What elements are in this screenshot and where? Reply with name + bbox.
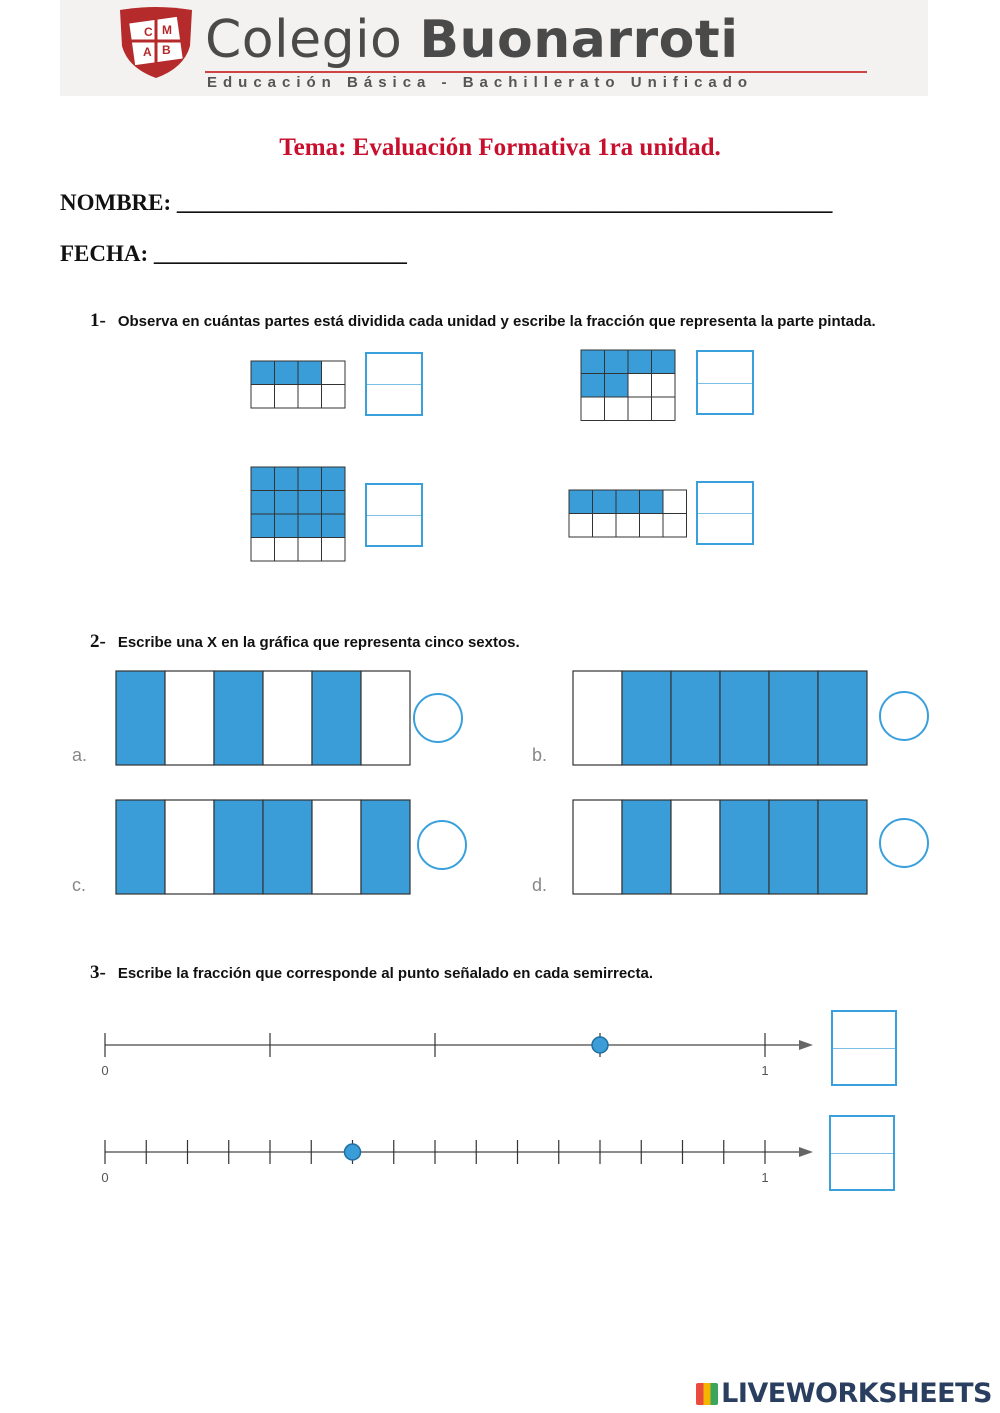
grid-cell bbox=[251, 385, 275, 409]
bar-segment bbox=[671, 800, 720, 894]
bar-segment bbox=[116, 671, 165, 765]
number-line-2 bbox=[95, 1127, 825, 1197]
grid-cell bbox=[298, 361, 322, 385]
option-d-circle[interactable] bbox=[879, 818, 929, 868]
page-title: Tema: Evaluación Formativa 1ra unidad. bbox=[279, 134, 721, 161]
option-c-bar bbox=[115, 799, 411, 900]
question-1 bbox=[90, 310, 876, 332]
option-b-circle[interactable] bbox=[879, 691, 929, 741]
bar-segment bbox=[361, 800, 410, 894]
grid-cell bbox=[275, 491, 299, 515]
header-rule bbox=[205, 71, 867, 73]
bar-segment bbox=[769, 800, 818, 894]
grid-cell bbox=[605, 350, 629, 374]
question-2-number: 2- bbox=[90, 631, 106, 652]
bar-segment bbox=[818, 800, 867, 894]
bar-segment bbox=[214, 800, 263, 894]
grid-cell bbox=[652, 374, 676, 398]
question-2 bbox=[90, 631, 520, 653]
bar-segment bbox=[769, 671, 818, 765]
grid-cell bbox=[581, 397, 605, 421]
logo-worksheets: WORKSHEETS bbox=[785, 1378, 992, 1409]
grid-cell bbox=[628, 350, 652, 374]
grid-cell bbox=[628, 397, 652, 421]
number-line-1 bbox=[95, 1020, 825, 1090]
grid-cell bbox=[322, 491, 346, 515]
bar-segment bbox=[361, 671, 410, 765]
bar-segment bbox=[573, 671, 622, 765]
date-field[interactable]: FECHA: ______________________ bbox=[60, 241, 407, 266]
option-c-label: c. bbox=[72, 875, 87, 895]
school-name-light: Colegio bbox=[205, 10, 403, 70]
grid-cell bbox=[628, 374, 652, 398]
fraction-grid bbox=[250, 360, 346, 414]
question-1-text: Observa en cuántas partes está dividida cada unidad y escribe la fracción que representa la parte pintada. bbox=[117, 313, 876, 330]
bar-segment bbox=[312, 671, 361, 765]
liveworksheets-icon bbox=[696, 1383, 718, 1405]
grid-cell bbox=[322, 385, 346, 409]
fraction-answer-box[interactable] bbox=[365, 352, 423, 416]
option-c-circle[interactable] bbox=[417, 820, 467, 870]
bar-segment bbox=[671, 671, 720, 765]
bar-segment bbox=[165, 800, 214, 894]
option-b-label: b. bbox=[532, 745, 548, 765]
grid-cell bbox=[275, 538, 299, 562]
grid-cell bbox=[616, 490, 640, 514]
number-line-2-point bbox=[345, 1144, 361, 1160]
grid-cell bbox=[251, 491, 275, 515]
bar-segment bbox=[312, 800, 361, 894]
grid-cell bbox=[593, 490, 617, 514]
number-line-1-start: 0 bbox=[101, 1063, 109, 1078]
fraction-answer-box[interactable] bbox=[696, 481, 754, 545]
number-line-1-end: 1 bbox=[761, 1063, 769, 1078]
grid-cell bbox=[581, 374, 605, 398]
fraction-grid bbox=[568, 489, 688, 543]
grid-cell bbox=[605, 374, 629, 398]
grid-cell bbox=[298, 491, 322, 515]
shield-letter-c: C bbox=[144, 25, 153, 39]
bar-segment bbox=[573, 800, 622, 894]
grid-cell bbox=[275, 385, 299, 409]
grid-cell bbox=[275, 361, 299, 385]
school-subtitle: Educación Básica - Bachillerato Unificado bbox=[207, 74, 754, 91]
school-name bbox=[205, 10, 739, 70]
grid-cell bbox=[251, 514, 275, 538]
option-a-bar bbox=[115, 670, 411, 771]
school-shield-logo bbox=[114, 6, 198, 85]
option-d-bar bbox=[572, 799, 868, 900]
number-line-1-answer-box[interactable] bbox=[831, 1010, 897, 1086]
fraction-answer-box[interactable] bbox=[696, 350, 754, 415]
grid-cell bbox=[275, 514, 299, 538]
grid-cell bbox=[640, 490, 664, 514]
bar-segment bbox=[165, 671, 214, 765]
grid-cell bbox=[616, 514, 640, 538]
bar-segment bbox=[622, 671, 671, 765]
bar-segment bbox=[214, 671, 263, 765]
grid-cell bbox=[298, 538, 322, 562]
question-2-text: Escribe una X en la gráfica que representa cinco sextos. bbox=[117, 634, 520, 651]
shield-letter-b: B bbox=[162, 43, 171, 57]
grid-cell bbox=[652, 397, 676, 421]
shield-letter-m: M bbox=[162, 23, 172, 37]
grid-cell bbox=[251, 467, 275, 491]
grid-cell bbox=[251, 361, 275, 385]
grid-cell bbox=[298, 467, 322, 491]
grid-cell bbox=[322, 361, 346, 385]
bar-segment bbox=[720, 671, 769, 765]
grid-cell bbox=[640, 514, 664, 538]
question-3 bbox=[90, 962, 653, 984]
grid-cell bbox=[569, 490, 593, 514]
grid-cell bbox=[298, 385, 322, 409]
grid-cell bbox=[569, 514, 593, 538]
bar-segment bbox=[720, 800, 769, 894]
question-3-text: Escribe la fracción que corresponde al punto señalado en cada semirrecta. bbox=[117, 965, 654, 982]
bar-segment bbox=[622, 800, 671, 894]
grid-cell bbox=[298, 514, 322, 538]
grid-cell bbox=[605, 397, 629, 421]
option-a-circle[interactable] bbox=[413, 693, 463, 743]
question-1-number: 1- bbox=[90, 310, 106, 331]
grid-cell bbox=[593, 514, 617, 538]
fraction-answer-box[interactable] bbox=[365, 483, 423, 547]
bar-segment bbox=[263, 671, 312, 765]
bar-segment bbox=[116, 800, 165, 894]
name-field[interactable]: NOMBRE: _________________________________________________________ bbox=[60, 190, 833, 215]
grid-cell bbox=[322, 538, 346, 562]
bar-segment bbox=[818, 671, 867, 765]
bar-segment bbox=[263, 800, 312, 894]
number-line-2-answer-box[interactable] bbox=[829, 1115, 895, 1191]
grid-cell bbox=[275, 467, 299, 491]
option-a-label: a. bbox=[72, 745, 88, 765]
fraction-grid bbox=[580, 349, 676, 427]
logo-live: LIVE bbox=[721, 1378, 786, 1409]
grid-cell bbox=[322, 467, 346, 491]
grid-cell bbox=[663, 490, 687, 514]
grid-cell bbox=[322, 514, 346, 538]
fraction-grid bbox=[250, 466, 346, 567]
number-line-1-point bbox=[592, 1037, 608, 1053]
liveworksheets-logo bbox=[696, 1378, 992, 1409]
shield-letter-a: A bbox=[143, 45, 152, 59]
grid-cell bbox=[581, 350, 605, 374]
grid-cell bbox=[251, 538, 275, 562]
option-b-bar bbox=[572, 670, 868, 771]
number-line-2-start: 0 bbox=[101, 1170, 109, 1185]
question-3-number: 3- bbox=[90, 962, 106, 983]
grid-cell bbox=[663, 514, 687, 538]
option-d-label: d. bbox=[532, 875, 548, 895]
grid-cell bbox=[652, 350, 676, 374]
school-name-bold: Buonarroti bbox=[419, 10, 739, 70]
number-line-2-end: 1 bbox=[761, 1170, 769, 1185]
